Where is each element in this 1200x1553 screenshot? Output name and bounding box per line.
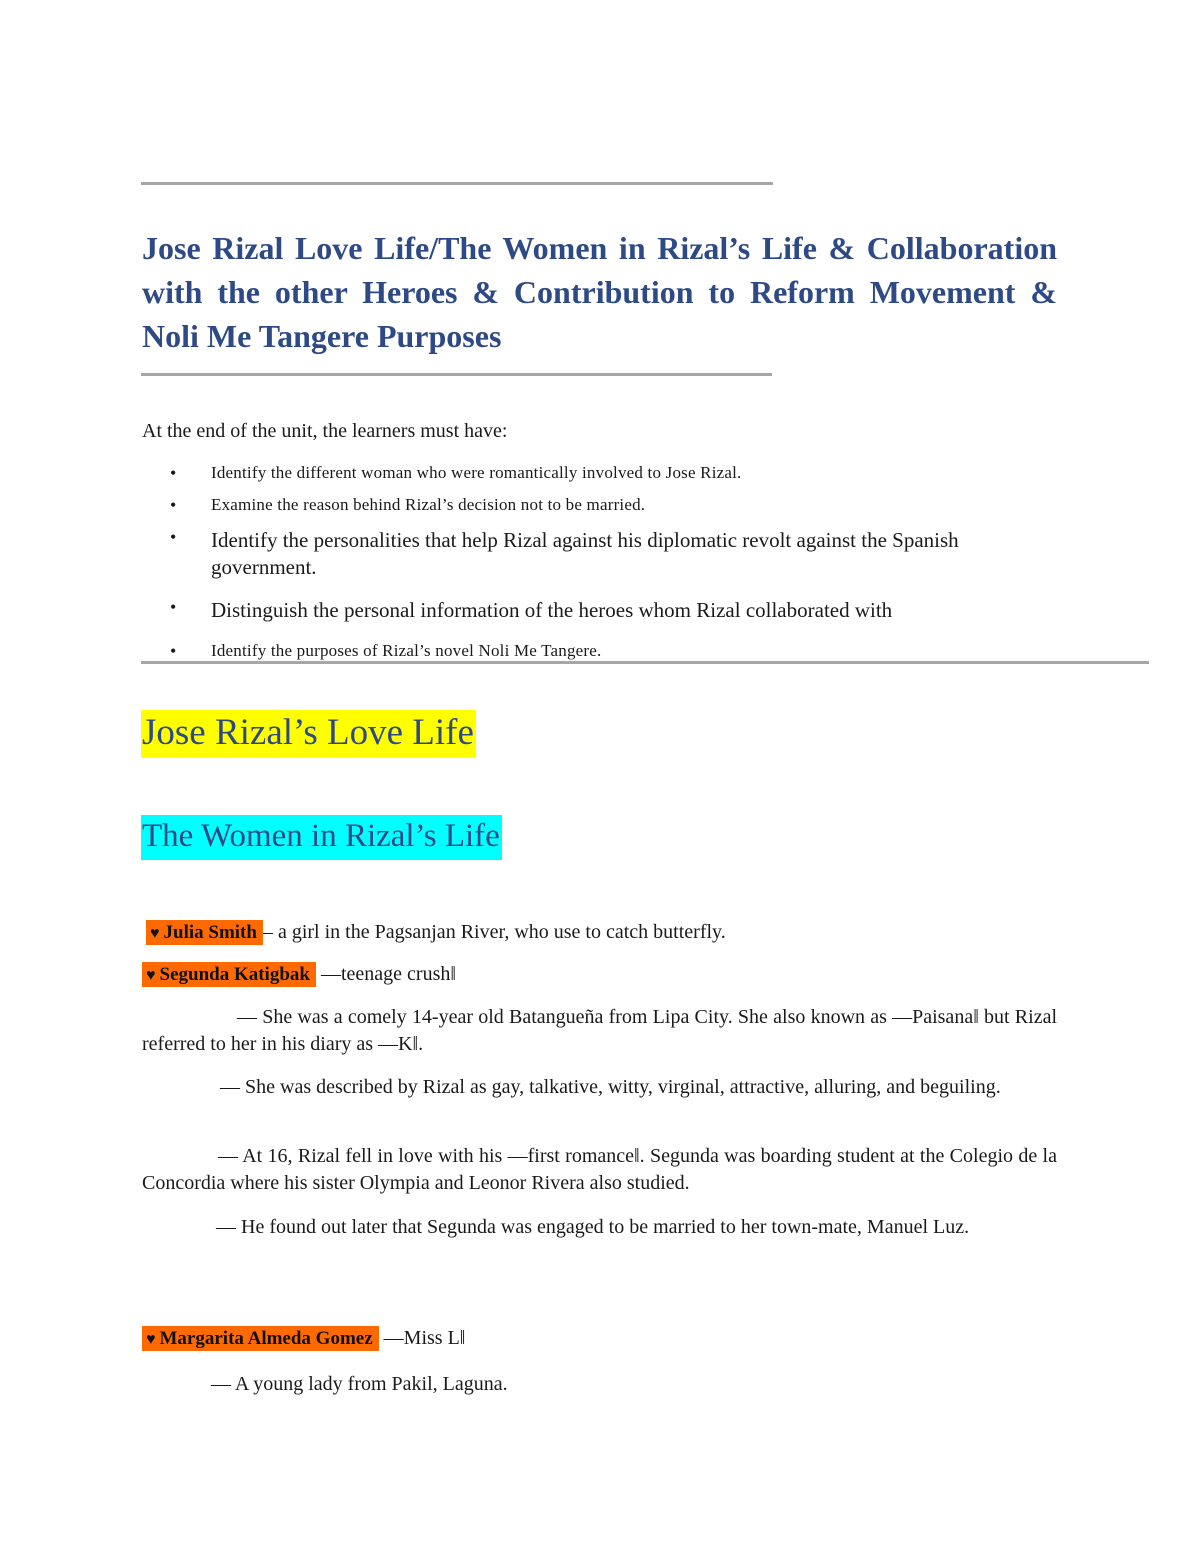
objective-text: Distinguish the personal information of the heroes whom Rizal collaborated with: [211, 598, 893, 622]
woman-name: Margarita Almeda Gomez: [159, 1328, 373, 1349]
heart-icon: ♥: [150, 925, 160, 942]
section-subheading: The Women in Rizal’s Life: [141, 815, 502, 860]
heart-icon: ♥: [146, 1331, 156, 1348]
entry-segunda-katigbak: [142, 961, 456, 989]
bullet-icon: •: [170, 527, 177, 547]
bullet-icon: •: [170, 597, 177, 617]
document-title: Jose Rizal Love Life/The Women in Rizal’s Life & Collaboration with the other Heroes & Contribution to Reform Movement & Noli Me Tangere Purposes: [142, 230, 1057, 354]
objective-text: Examine the reason behind Rizal’s decision not to be married.: [211, 495, 646, 514]
woman-name: Julia Smith: [163, 922, 257, 943]
segunda-detail: ― She was a comely 14-year old Batangueña from Lipa City. She also known as ―Paisana‖ but Rizal referred to her in his diary as ―K‖.: [142, 1006, 1057, 1055]
objective-text: Identify the different woman who were romantically involved to Jose Rizal.: [211, 463, 742, 482]
segunda-detail: ― She was described by Rizal as gay, talkative, witty, virginal, attractive, alluring, and beguiling.: [220, 1076, 1001, 1098]
entry-julia-smith: [146, 919, 726, 947]
entry-margarita-almeda-gomez: [142, 1325, 465, 1353]
heart-icon: ♥: [146, 967, 156, 984]
bullet-icon: •: [170, 641, 177, 661]
bullet-icon: •: [170, 495, 177, 515]
section-separator: [141, 661, 1149, 664]
objective-text: Identify the purposes of Rizal’s novel Noli Me Tangere.: [211, 641, 602, 660]
woman-name: Segunda Katigbak: [159, 964, 310, 985]
woman-description: ―teenage crush‖: [315, 963, 456, 985]
woman-description: ―Miss L‖: [378, 1327, 466, 1349]
top-rule: [141, 182, 773, 185]
objective-text: Identify the personalities that help Rizal against his diplomatic revolt against the Spanish government.: [211, 528, 959, 579]
woman-description: – a girl in the Pagsanjan River, who use to catch butterfly.: [262, 921, 726, 943]
margarita-detail: ― A young lady from Pakil, Laguna.: [211, 1373, 508, 1395]
name-tag-margarita: [142, 1326, 379, 1351]
segunda-detail: ― At 16, Rizal fell in love with his ―first romance‖. Segunda was boarding student at the Colegio de la Concordia where his sister Olympia and Leonor Rivera also studied.: [142, 1145, 1057, 1194]
bullet-icon: •: [170, 463, 177, 483]
objectives-intro: At the end of the unit, the learners must have:: [142, 420, 508, 442]
name-tag-segunda: [142, 962, 316, 987]
name-tag-julia: [146, 920, 263, 945]
title-bottom-rule: [141, 373, 772, 376]
section-heading: Jose Rizal’s Love Life: [141, 710, 476, 758]
segunda-detail: ― He found out later that Segunda was engaged to be married to her town-mate, Manuel Luz.: [216, 1216, 970, 1238]
